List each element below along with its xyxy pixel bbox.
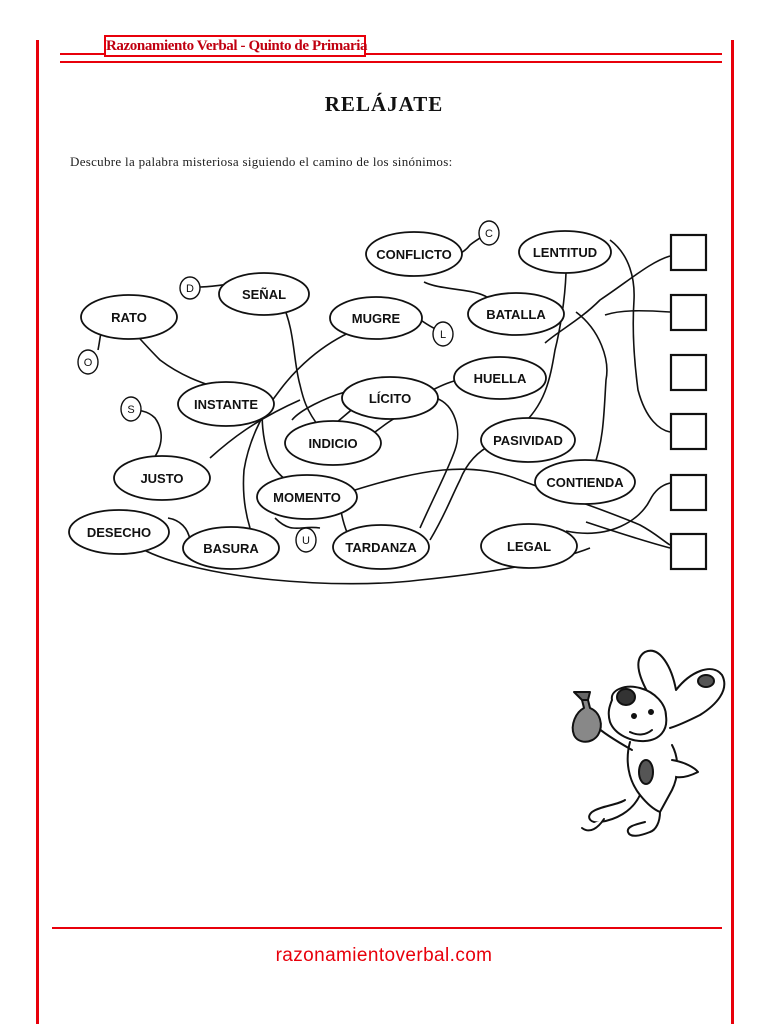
word-contienda: CONTIENDA (546, 475, 624, 490)
answer-box-2[interactable] (671, 295, 706, 330)
word-huella: HUELLA (473, 371, 527, 386)
answer-box-5[interactable] (671, 475, 706, 510)
word-indicio: INDICIO (308, 436, 358, 451)
letter-l: L (439, 329, 447, 341)
word-instante: INSTANTE (193, 397, 259, 412)
answer-box-3[interactable] (671, 355, 706, 390)
instruction-text: Descubre la palabra misteriosa siguiendo el camino de los sinónimos: (70, 154, 453, 169)
answer-box-1[interactable] (671, 235, 706, 270)
word-senal: SEÑAL (241, 287, 287, 302)
word-tardanza: TARDANZA (345, 540, 417, 555)
word-ovals (69, 231, 635, 569)
letter-c: C (485, 228, 493, 240)
word-legal: LEGAL (506, 539, 552, 554)
word-justo: JUSTO (140, 471, 184, 486)
answer-box-4[interactable] (671, 414, 706, 449)
header-label: Razonamiento Verbal - Quinto de Primaria (104, 35, 366, 57)
word-conflicto: CONFLICTO (376, 247, 452, 262)
word-pasividad: PASIVIDAD (493, 433, 563, 448)
word-batalla: BATALLA (486, 307, 546, 322)
answer-box-6[interactable] (671, 534, 706, 569)
word-rato: RATO (111, 310, 147, 325)
letter-s: S (127, 404, 135, 416)
footer-website[interactable]: razonamientoverbal.com (275, 945, 493, 966)
word-desecho: DESECHO (86, 525, 152, 540)
dog-holding-bottle-icon (573, 651, 725, 836)
word-momento: MOMENTO (273, 490, 341, 505)
letter-d: D (186, 283, 194, 295)
letter-o: O (83, 357, 93, 369)
page-title: RELÁJATE (324, 92, 444, 116)
word-mugre: MUGRE (351, 311, 401, 326)
word-licito: LÍCITO (368, 391, 412, 406)
word-lentitud: LENTITUD (532, 245, 598, 260)
letter-u: U (302, 535, 310, 547)
answer-boxes (671, 235, 706, 569)
word-basura: BASURA (203, 541, 259, 556)
